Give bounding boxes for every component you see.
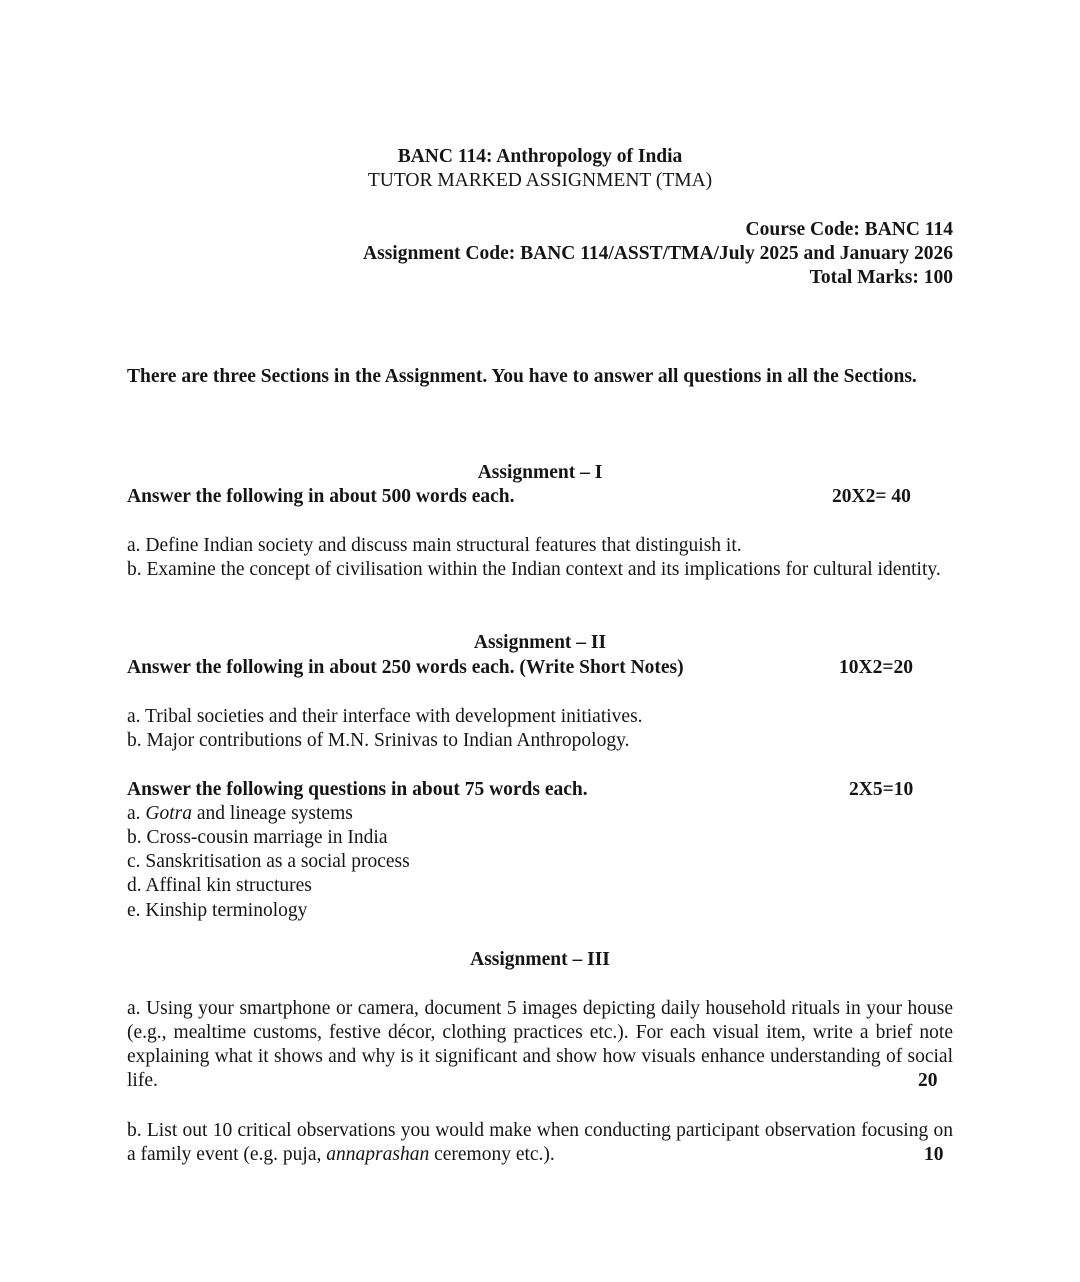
assignment-3-question-b-text: b. List out 10 critical observations you would make when conducting participant observation focusing on a family event (e.g. puja, [127,1120,953,1165]
assignment-type-title: TUTOR MARKED ASSIGNMENT (TMA) [367,170,713,191]
short-item-a [127,802,353,826]
short-item-c: c. Sanskritisation as a social process [127,851,410,872]
assignment-3-question-b-marks: 10 [924,1144,944,1165]
assignment-2-question-a: a. Tribal societies and their interface with development initiatives. [127,706,643,727]
course-code: Course Code: BANC 114 [745,219,953,240]
assignment-1-question-b: b. Examine the concept of civilisation within the Indian context and its implications for cultural identity. [127,559,941,580]
assignment-1-question-a: a. Define Indian society and discuss main structural features that distinguish it. [127,535,742,556]
short-item-e: e. Kinship terminology [127,900,308,921]
assignment-3-question-b-suffix: ceremony etc.). [429,1144,555,1165]
assignment-3-title: Assignment – III [470,949,610,970]
assignment-2-directive: Answer the following in about 250 words each. (Write Short Notes) [127,657,684,678]
assignment-1-title: Assignment – I [477,462,603,483]
short-item-a-prefix: a. [127,803,146,824]
assignment-3-question-a: a. Using your smartphone or camera, document 5 images depicting daily household rituals in your house (e.g., mealtime customs, festive décor, clothing practices etc.). For each visual item, write a brief note explaining what it shows and why is it significant and show how visuals enhance understanding of social life. [127,998,953,1091]
short-answers-marks: 2X5=10 [849,779,914,800]
assignment-2-question-b: b. Major contributions of M.N. Srinivas to Indian Anthropology. [127,730,630,751]
short-item-b: b. Cross-cousin marriage in India [127,827,388,848]
assignment-2-marks: 10X2=20 [839,657,913,678]
short-item-a-term: Gotra [145,803,192,824]
assignment-3-question-a-marks: 20 [918,1070,938,1091]
short-answers-directive: Answer the following questions in about 75 words each. [127,779,588,800]
assignment-3-question-b-term: annaprashan [326,1144,430,1165]
assignment-code: Assignment Code: BANC 114/ASST/TMA/July 2025 and January 2026 [363,243,953,264]
assignment-1-marks: 20X2= 40 [832,486,911,507]
assignment-2-title: Assignment – II [473,632,607,653]
short-item-d: d. Affinal kin structures [127,875,312,896]
course-title: BANC 114: Anthropology of India [397,146,683,167]
assignment-3-question-b [127,1119,953,1167]
total-marks: Total Marks: 100 [809,267,953,288]
instructions: There are three Sections in the Assignment. You have to answer all questions in all the Sections. [127,366,917,387]
short-item-a-rest: and lineage systems [192,803,353,824]
assignment-1-directive: Answer the following in about 500 words each. [127,486,515,507]
